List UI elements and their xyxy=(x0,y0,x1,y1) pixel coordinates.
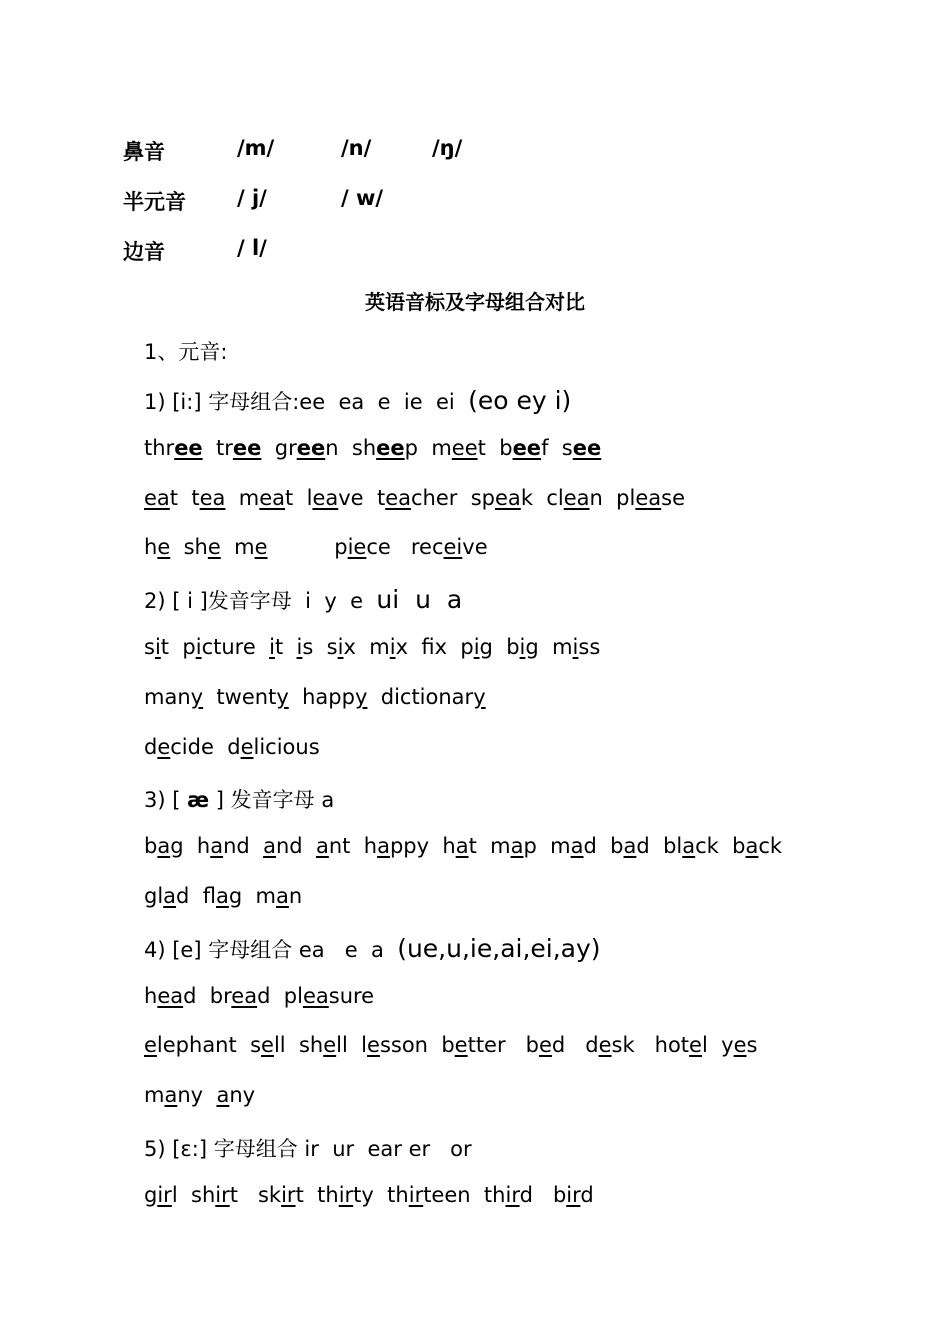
word-text: n sh xyxy=(325,435,377,460)
highlighted-letters: ea xyxy=(312,485,339,510)
highlighted-letters: i xyxy=(269,635,275,659)
word-text: g xyxy=(144,1182,158,1207)
word-text: nt h xyxy=(328,834,378,859)
word-text: tr xyxy=(202,435,233,460)
heading-extra: ui u a xyxy=(376,585,463,615)
word-text: ny xyxy=(177,1083,217,1108)
word-text: ppy h xyxy=(389,834,456,859)
highlighted-letters: a xyxy=(745,834,759,859)
highlighted-letters: e xyxy=(367,1033,380,1058)
word-text: t sk xyxy=(229,1182,282,1207)
heading-text: 3) [ xyxy=(144,788,188,813)
word-text: g m xyxy=(525,635,573,659)
word-text: ll sh xyxy=(273,1033,324,1058)
highlighted-letters: y xyxy=(276,684,289,709)
highlighted-letters: ir xyxy=(338,1182,354,1207)
example-word-row xyxy=(144,436,601,468)
phonetic-symbol: /m/ xyxy=(237,136,275,160)
word-text: se xyxy=(661,485,686,510)
highlighted-letters: ee xyxy=(512,435,542,460)
highlighted-letters: e xyxy=(538,1033,552,1058)
highlighted-letters: ea xyxy=(231,983,258,1008)
example-word-row xyxy=(144,685,486,717)
highlighted-letters: e xyxy=(157,535,171,560)
word-text: t xyxy=(274,635,297,659)
highlighted-letters: a xyxy=(263,834,276,859)
highlighted-letters: ir xyxy=(281,1182,296,1207)
word-text: ve xyxy=(462,535,488,560)
word-text: gl xyxy=(144,884,164,908)
highlighted-letters: ee xyxy=(174,435,203,460)
example-word-row xyxy=(144,984,374,1016)
highlighted-letters: a xyxy=(623,834,637,859)
highlighted-letters: i xyxy=(572,635,579,659)
word-text: s xyxy=(144,635,155,659)
word-text: d xyxy=(144,734,158,759)
entry-heading xyxy=(144,386,571,418)
highlighted-letters: e xyxy=(598,1033,612,1058)
highlighted-letters: i xyxy=(389,635,396,659)
word-text: k cl xyxy=(520,485,564,510)
word-text: sk hot xyxy=(611,1033,690,1058)
word-text: s s xyxy=(302,635,338,659)
highlighted-letters: ir xyxy=(215,1182,230,1207)
word-text: ce rec xyxy=(366,535,444,560)
highlighted-letters: e xyxy=(207,535,221,560)
heading-extra: (eo ey i) xyxy=(468,386,572,415)
word-text: d fl xyxy=(176,884,216,908)
word-text: ty th xyxy=(353,1182,409,1207)
example-word-row xyxy=(144,1033,757,1065)
word-text: dictionar xyxy=(367,684,474,709)
word-text: teen th xyxy=(423,1182,506,1207)
highlighted-letters: a xyxy=(510,834,524,859)
highlighted-letters: a xyxy=(377,834,390,859)
word-text: t th xyxy=(295,1182,339,1207)
word-text: cture xyxy=(201,635,270,659)
word-text: b xyxy=(144,834,158,859)
word-text: licious xyxy=(253,734,320,759)
word-text: t l xyxy=(285,485,313,510)
highlighted-letters: ee xyxy=(232,435,262,460)
heading-text: 2) [ i ]发音字母 i y e xyxy=(144,589,377,614)
entry-heading xyxy=(144,934,601,966)
highlighted-letters: e xyxy=(323,1033,337,1058)
highlighted-letters: y xyxy=(190,684,204,709)
highlighted-letters: a xyxy=(216,1083,230,1108)
word-text: d pl xyxy=(257,983,303,1008)
highlighted-letters: i xyxy=(337,635,344,659)
example-word-row xyxy=(144,535,488,567)
document-title: 英语音标及字母组合对比 xyxy=(365,290,585,314)
example-word-row xyxy=(144,1083,255,1115)
highlighted-letters: i xyxy=(519,635,526,659)
consonant-label: 半元音 xyxy=(123,190,186,214)
highlighted-letters: a xyxy=(164,1083,178,1108)
phonetic-bold: æ xyxy=(187,788,210,813)
phonetic-symbol: / w/ xyxy=(341,186,384,210)
consonant-label: 边音 xyxy=(123,240,165,264)
word-text: m xyxy=(220,535,255,560)
highlighted-letters: e xyxy=(254,535,268,560)
word-text: ll l xyxy=(336,1033,368,1058)
highlighted-letters: i xyxy=(154,635,161,659)
word-text: l y xyxy=(701,1033,734,1058)
word-text: cide d xyxy=(170,734,241,759)
word-text: lephant s xyxy=(156,1033,262,1058)
highlighted-letters: e xyxy=(240,734,254,759)
word-text: sure xyxy=(328,983,375,1008)
word-text: p xyxy=(267,535,348,560)
entry-heading xyxy=(144,1133,472,1165)
heading-text: 4) [e] 字母组合 ea e a xyxy=(144,937,398,962)
phonetic-symbol: /ŋ/ xyxy=(432,136,463,160)
highlighted-letters: ea xyxy=(157,983,184,1008)
heading-text: ] 发音字母 a xyxy=(209,788,335,813)
highlighted-letters: a xyxy=(215,884,229,908)
consonant-label: 鼻音 xyxy=(123,140,165,164)
highlighted-letters: i xyxy=(195,635,202,659)
example-word-row xyxy=(144,884,302,916)
word-text: t b xyxy=(477,435,513,460)
highlighted-letters: y xyxy=(473,684,486,709)
highlighted-letters: ir xyxy=(408,1182,424,1207)
word-text: t p xyxy=(160,635,196,659)
word-text: t t xyxy=(169,485,200,510)
highlighted-letters: ie xyxy=(347,535,367,560)
highlighted-letters: a xyxy=(157,834,171,859)
highlighted-letters: y xyxy=(354,684,368,709)
word-text: sson b xyxy=(379,1033,455,1058)
highlighted-letters: ee xyxy=(376,435,405,460)
phonetic-symbol: / j/ xyxy=(237,186,267,210)
word-text: gr xyxy=(261,435,297,460)
highlighted-letters: ir xyxy=(157,1182,172,1207)
highlighted-letters: a xyxy=(275,884,289,908)
word-text: cher sp xyxy=(410,485,496,510)
highlighted-letters: e xyxy=(733,1033,747,1058)
highlighted-letters: a xyxy=(210,834,224,859)
heading-text: 5) [ɛ:] 字母组合 ir ur ear er or xyxy=(144,1137,472,1161)
entry-heading xyxy=(144,585,462,617)
word-text: t m xyxy=(468,834,511,859)
highlighted-letters: a xyxy=(163,884,177,908)
word-text: n xyxy=(288,884,303,908)
highlighted-letters: e xyxy=(261,1033,274,1058)
word-text: x p xyxy=(434,635,474,659)
word-text: d xyxy=(580,1182,594,1207)
word-text: m xyxy=(225,485,260,510)
word-text: ck b xyxy=(695,834,746,859)
highlighted-letters: a xyxy=(682,834,696,859)
highlighted-letters: a xyxy=(315,834,329,859)
highlighted-letters: e xyxy=(689,1033,702,1058)
example-word-row xyxy=(144,1183,594,1215)
highlighted-letters: i xyxy=(473,635,480,659)
highlighted-letters: e xyxy=(454,1033,468,1058)
word-text: s xyxy=(746,1033,758,1058)
word-text: m xyxy=(144,1083,165,1108)
word-text: d b xyxy=(519,1182,567,1207)
highlighted-letters: ee xyxy=(296,435,326,460)
example-word-row xyxy=(144,735,320,767)
word-text: happ xyxy=(288,684,355,709)
word-text: ck xyxy=(758,834,783,859)
section-heading: 1、元音: xyxy=(144,340,228,364)
word-text: l sh xyxy=(171,1182,216,1207)
example-word-row xyxy=(144,635,600,667)
word-text: h xyxy=(144,983,158,1008)
example-word-row xyxy=(144,834,782,866)
highlighted-letters: ee xyxy=(572,435,602,460)
word-text: d br xyxy=(183,983,232,1008)
word-text: d d xyxy=(551,1033,599,1058)
heading-extra: (ue,u,ie,ai,ei,ay) xyxy=(397,933,601,963)
heading-text: 1) [i:] 字母组合:ee ea e ie ei xyxy=(144,390,469,414)
highlighted-letters: a xyxy=(455,834,469,859)
highlighted-letters: ir xyxy=(566,1182,581,1207)
highlighted-letters: ei xyxy=(443,535,463,560)
word-text: f s xyxy=(541,435,573,460)
word-text: x f xyxy=(395,635,435,659)
word-text: h xyxy=(144,535,158,560)
word-text: ve t xyxy=(338,485,386,510)
entry-heading xyxy=(144,784,334,816)
word-text: twent xyxy=(203,684,277,709)
word-text: man xyxy=(144,684,191,709)
highlighted-letters: ea xyxy=(385,485,411,510)
phonetic-symbol: /n/ xyxy=(341,136,372,160)
word-text: nd xyxy=(223,834,264,859)
highlighted-letters: ea xyxy=(259,485,286,510)
highlighted-letters: ea xyxy=(495,485,521,510)
word-text: ny xyxy=(229,1083,256,1108)
highlighted-letters: ea xyxy=(635,485,662,510)
highlighted-letters: i xyxy=(296,635,303,659)
word-text: g h xyxy=(170,834,211,859)
phonetic-symbol: / l/ xyxy=(237,236,267,260)
word-text: g b xyxy=(479,635,520,659)
highlighted-letters: ea xyxy=(199,485,226,510)
word-text: x m xyxy=(343,635,390,659)
word-text: d b xyxy=(583,834,624,859)
word-text: g m xyxy=(228,884,276,908)
word-text: nd xyxy=(275,834,316,859)
word-text: ss xyxy=(578,635,601,659)
word-text: p m xyxy=(523,834,571,859)
word-text: tter b xyxy=(467,1033,539,1058)
highlighted-letters: ea xyxy=(302,983,329,1008)
word-text: thr xyxy=(144,435,175,460)
word-text: sh xyxy=(170,535,208,560)
highlighted-letters: ir xyxy=(505,1182,520,1207)
highlighted-letters: e xyxy=(144,1033,157,1058)
word-text: n pl xyxy=(589,485,636,510)
highlighted-letters: e xyxy=(157,734,171,759)
word-text: d bl xyxy=(636,834,683,859)
highlighted-letters: ea xyxy=(563,485,590,510)
highlighted-letters: ee xyxy=(451,435,478,460)
highlighted-letters: ea xyxy=(144,485,170,510)
word-text: p m xyxy=(404,435,452,460)
example-word-row xyxy=(144,486,685,518)
highlighted-letters: a xyxy=(570,834,584,859)
